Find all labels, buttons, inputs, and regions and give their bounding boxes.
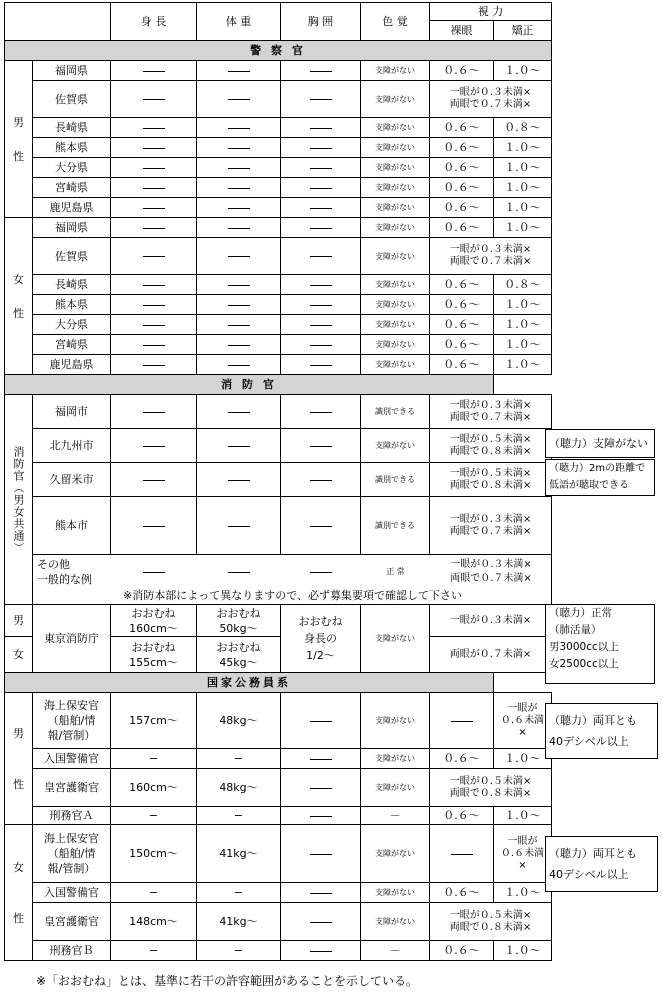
fire-disclaimer: ※消防本部によって異なりますので、必ず募集要項で確認して下さい	[123, 589, 462, 602]
fire-vertical: 消防官（男女共通）	[5, 395, 33, 605]
fire-city: 熊本市	[33, 497, 111, 555]
job-immigration: 入国警備官	[33, 883, 111, 903]
footnote: ※「おおむね」とは、基準に若干の許容範囲があることを示している。	[36, 974, 419, 988]
note-tokyo: （聴力）正常 （肺活量） 男3000cc以上 女2500cc以上	[545, 604, 655, 684]
section-fire: 消 防 官	[5, 375, 494, 395]
note-hearing-female: （聴力）両耳とも 40デシベル以上	[545, 836, 658, 892]
pref: 熊本県	[33, 138, 111, 158]
fire-city: 福岡市	[33, 395, 111, 429]
fire-city-other: その他 一般的な例	[37, 558, 92, 586]
header-chest: 胸 囲	[281, 3, 361, 41]
pref: 宮崎県	[33, 178, 111, 198]
sex-male: 男 性	[5, 61, 33, 218]
header-weight: 体 重	[197, 3, 281, 41]
job-coast: 海上保安官 （船舶/情 報/管制）	[33, 693, 111, 749]
header-naked: 裸眼	[430, 21, 494, 41]
pref: 福岡県	[33, 61, 111, 81]
header-height: 身 長	[111, 3, 197, 41]
section-police: 警 察 官	[5, 41, 552, 61]
pref: 福岡県	[33, 218, 111, 238]
naked-value: ０.６〜	[430, 61, 494, 81]
requirements-table: 身 長 体 重 胸 囲 色 覚 視 力 裸眼 矯正 警 察 官 男 性 福岡県 支障がない ０.６〜 １.０〜 佐賀県 支障がない 一眼が０.３未満× 両眼で０.７未満× 長崎県 支障がない ０.６〜 ０.８〜 熊本県 支障がない ０.６〜 １.０〜 大分県 支障がない ０.６〜 １.０〜 宮崎県 支障がない ０.６〜 １.０〜 鹿児島県 支障がない ０.６〜 １.０〜 女 性 福岡県 支障がない ０.６〜 １.０〜 佐賀県 支障がない 一眼が０.３未満× 両眼で０.７未満× 長崎県 支障がない ０.６〜 ０.８〜 熊本県 支障がない ０.６〜 １.０〜 大分県 支障がない ０.６〜 １.０〜 宮崎県 支障がない ０.６〜 １.０〜 鹿児島県 支障がない ０.６〜 １.０〜 消 防 官 消防官（男女共通） 福岡市 識別できる 一眼が０.３未満× 両眼で０.７未満× 北九州市 支障がない 一眼が０.５未満× 両眼で０.８未満× 久留米市 識別できる 一眼が０.５未満× 両眼で０.８未満× 熊本市 識別できる 一眼が０.３未満× 両眼で０.７未満× その他 一般的な例 正 常 一眼が０.３未満× 両眼で０.７未満× ※消防本部によって異なりますので、必ず募集要項で確認して下さい 男 東京消防庁 おおむね 160cm〜 おおむね 50kg〜 おおむね 身長の 1/2〜 支障がない 一眼が０.３未満× 女 おおむね 155cm〜 おおむね 45kg〜 両眼が０.７未満× 国家公務員系 男 性 海上保安官 （船舶/情 報/管制） 157cm〜 48kg〜 支障がない 一眼が ０.６未満 × 入国警備官 − − 支障がない ０.６〜 １.０〜 皇宮護衛官 160cm〜 48kg〜 支障がない 一眼が０.５未満× 両眼で０.８未満× 刑務官Ａ − − － ０.６〜 １.０〜 女 性 海上保安官 （船舶/情 報/管制） 150cm〜 41kg〜 支障がない 一眼が ０.６未満 × 入国警備官 − − 支障がない ０.６〜 １.０〜 皇宮護衛官 148cm〜 41kg〜 支障がない 一眼が０.５未満× 両眼で０.８未満× 刑務官Ｂ − − － ０.６〜 １.０〜	[4, 2, 552, 961]
job-prison-a: 刑務官Ａ	[33, 807, 111, 825]
job-coast: 海上保安官 （船舶/情 報/管制）	[33, 825, 111, 883]
corrected-value: １.０〜	[494, 61, 552, 81]
color-value: 支障がない	[361, 61, 430, 81]
fire-city: 北九州市	[33, 429, 111, 463]
pref: 長崎県	[33, 118, 111, 138]
sex-female: 女 性	[5, 218, 33, 375]
pref: 大分県	[33, 158, 111, 178]
header-corrected: 矯正	[494, 21, 552, 41]
job-imperial: 皇宮護衛官	[33, 903, 111, 941]
fire-city: 久留米市	[33, 463, 111, 497]
sex-male: 男	[5, 605, 33, 637]
header-vision: 視 力	[430, 3, 552, 21]
job-prison-b: 刑務官Ｂ	[33, 941, 111, 961]
fire-other-row: その他 一般的な例 正 常 一眼が０.３未満× 両眼で０.７未満× ※消防本部によって異なりますので、必ず募集要項で確認して下さい	[33, 555, 552, 605]
pref: 大分県	[33, 315, 111, 335]
header-color: 色 覚	[361, 3, 430, 41]
pref: 熊本県	[33, 295, 111, 315]
pref: 鹿児島県	[33, 198, 111, 218]
section-national: 国家公務員系	[5, 673, 494, 693]
tokyo-name: 東京消防庁	[33, 605, 111, 673]
pref: 佐賀県	[33, 238, 111, 275]
sex-female: 女	[5, 637, 33, 673]
header-blank	[5, 3, 111, 41]
pref: 長崎県	[33, 275, 111, 295]
pref: 佐賀県	[33, 81, 111, 118]
job-immigration: 入国警備官	[33, 749, 111, 769]
note-kurume: （聴力）2mの距離で 低語が聴取できる	[545, 459, 655, 496]
job-imperial: 皇宮護衛官	[33, 769, 111, 807]
naked-value: 一眼が０.３未満× 両眼で０.７未満×	[430, 81, 552, 118]
pref: 鹿児島県	[33, 355, 111, 375]
pref: 宮崎県	[33, 335, 111, 355]
note-hearing-male: （聴力）両耳とも 40デシベル以上	[545, 703, 658, 759]
note-kitakyushu: （聴力）支障がない	[545, 429, 655, 458]
